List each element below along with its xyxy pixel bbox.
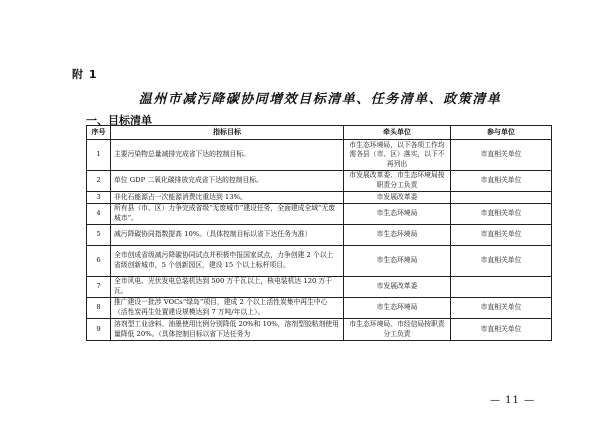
- cell-target: 全市风电、光伏发电总装机达到 500 万千瓦以上，核电装机达 120 万千瓦。: [111, 277, 344, 298]
- cell-seq: 8: [87, 298, 111, 319]
- cell-seq: 3: [87, 192, 111, 204]
- header-participants: 参与单位: [451, 126, 552, 140]
- cell-target: 所有县（市、区）力争完成省级“无废城市”建设任务，全面建成全域“无废城市”。: [111, 204, 344, 225]
- cell-lead: 市生态环境局: [344, 204, 451, 225]
- cell-seq: 1: [87, 140, 111, 171]
- cell-participants: 市直相关单位: [451, 298, 552, 319]
- header-lead: 牵头单位: [344, 126, 451, 140]
- table-row: [87, 140, 552, 171]
- header-target: 指标目标: [111, 126, 344, 140]
- annex-label: 附 1: [72, 68, 98, 81]
- table-row: [87, 298, 552, 319]
- cell-participants: 市直相关单位: [451, 171, 552, 192]
- table-header-row: [87, 126, 552, 140]
- cell-participants: [451, 192, 552, 204]
- cell-seq: 2: [87, 171, 111, 192]
- cell-seq: 7: [87, 277, 111, 298]
- cell-lead: 市生态环境局: [344, 298, 451, 319]
- table-row: [87, 246, 552, 277]
- table-row: [87, 277, 552, 298]
- table-row: [87, 319, 552, 341]
- cell-participants: 市直相关单位: [451, 319, 552, 341]
- cell-seq: 9: [87, 319, 111, 341]
- table-row: [87, 204, 552, 225]
- cell-participants: 市直相关单位: [451, 140, 552, 171]
- cell-target: 全市创成省级减污降碳协同试点并积极申报国家试点，力争创建 2 个以上省级创新城市，5 个创新园区，建设 15 个以上标杆项目。: [111, 246, 344, 277]
- cell-seq: 6: [87, 246, 111, 277]
- cell-participants: [451, 277, 552, 298]
- cell-lead: 市生态环境局: [344, 225, 451, 246]
- document-title: 温州市减污降碳协同增效目标清单、任务清单、政策清单: [138, 92, 502, 107]
- cell-lead: 市生态环境局: [344, 246, 451, 277]
- cell-lead: 市生态环境局、市经信局按职责分工负责: [344, 319, 451, 341]
- cell-target: 主要污染物总量减排完成省下达的控制目标。: [111, 140, 344, 171]
- cell-target: 单位 GDP 二氧化碳排放完成省下达的控制目标。: [111, 171, 344, 192]
- page-number: — 11 —: [490, 395, 536, 406]
- table-row: [87, 225, 552, 246]
- cell-lead: 市生态环境局，以下各项工作均需各县（市、区）落实，以下不再列出: [344, 140, 451, 171]
- cell-seq: 4: [87, 204, 111, 225]
- cell-target: 减污降碳协同指数提高 10%。（具体控制目标以省下达任务为准）: [111, 225, 344, 246]
- header-seq: 序号: [87, 126, 111, 140]
- cell-participants: 市直相关单位: [451, 246, 552, 277]
- section-heading: 一、目标清单: [86, 114, 152, 127]
- cell-target: 非化石能源占一次能源消费比重达到 13%。: [111, 192, 344, 204]
- cell-participants: 市直相关单位: [451, 225, 552, 246]
- cell-target: 溶剂型工业涂料、油墨使用比例分别降低 20%和 10%，溶剂型胶粘剂使用量降低 20%。（具体控制目标以省下达任务为: [111, 319, 344, 341]
- goals-table: [86, 125, 552, 341]
- cell-seq: 5: [87, 225, 111, 246]
- cell-lead: 市发展改革委: [344, 277, 451, 298]
- cell-participants: 市直相关单位: [451, 204, 552, 225]
- table-row: [87, 171, 552, 192]
- cell-lead: 市发展改革委: [344, 192, 451, 204]
- cell-target: 推广建设一批涉 VOCs“绿岛”项目，建成 2 个以上活性炭集中再生中心（活性炭再生处置建设规模达到 7 万吨/年以上）。: [111, 298, 344, 319]
- cell-lead: 市发展改革委、市生态环境局按职责分工负责: [344, 171, 451, 192]
- table-row: [87, 192, 552, 204]
